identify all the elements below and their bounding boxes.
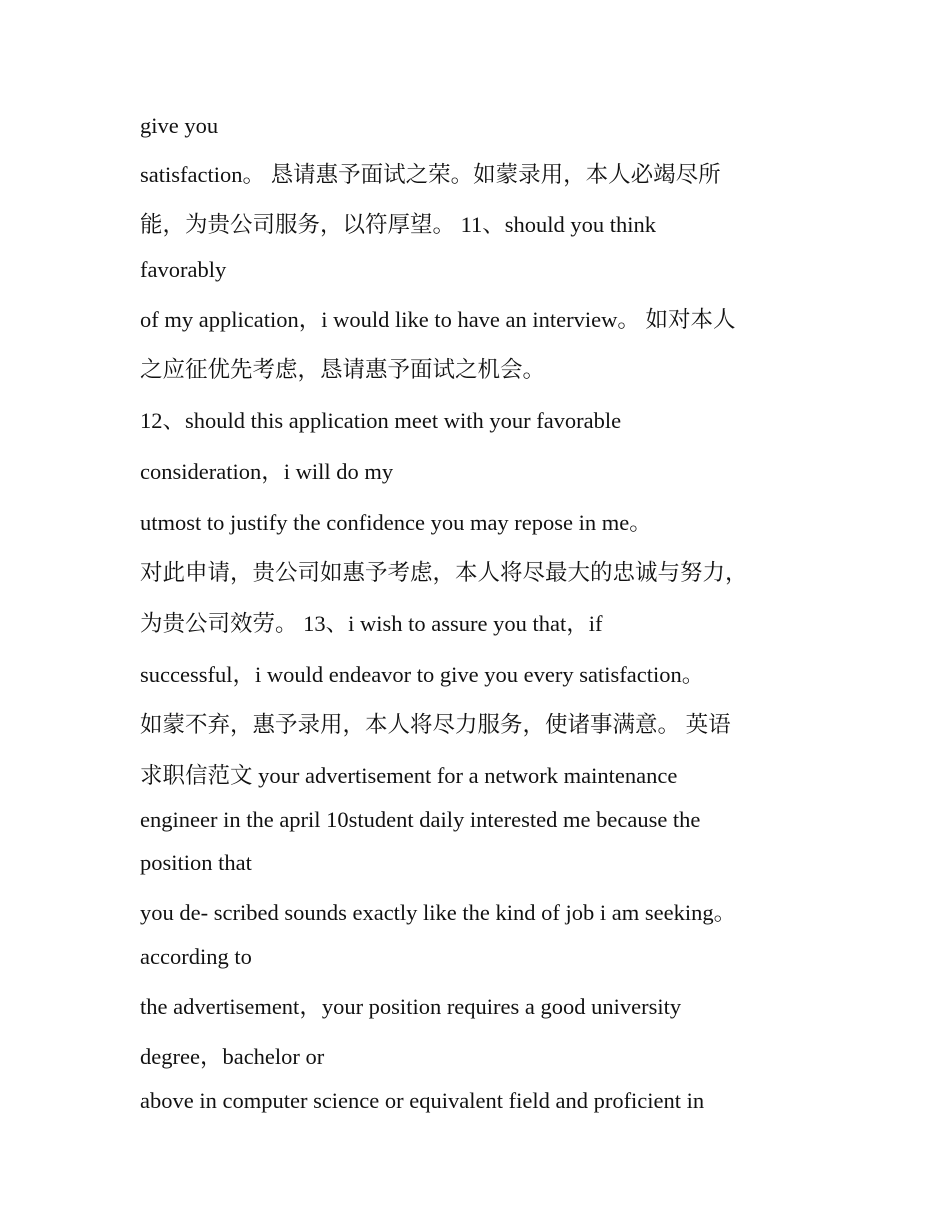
text-line: degree，bachelor or — [140, 1044, 325, 1069]
text-line: give you — [140, 113, 219, 138]
text-line: utmost to justify the confidence you may repose in me。 — [140, 510, 652, 535]
text-line: 之应征优先考虑，恳请惠予面试之机会。 — [140, 357, 546, 382]
text-line: 为贵公司效劳。 13、i wish to assure you that，if — [140, 611, 603, 636]
text-line: favorably — [140, 257, 227, 282]
text-line: according to — [140, 944, 252, 969]
text-line: successful，i would endeavor to give you every satisfaction。 — [140, 662, 705, 687]
text-line: engineer in the april 10student daily interested me because the — [140, 807, 701, 832]
text-line: above in computer science or equivalent field and proficient in — [140, 1088, 705, 1113]
text-line: the advertisement，your position requires a good university — [140, 994, 682, 1019]
text-line: position that — [140, 850, 252, 875]
text-line: of my application，i would like to have an interview。 如对本人 — [140, 307, 736, 332]
text-line: satisfaction。 恳请惠予面试之荣。如蒙录用，本人必竭尽所 — [140, 162, 721, 187]
text-line: 求职信范文 your advertisement for a network maintenance — [140, 763, 678, 788]
text-line: 能，为贵公司服务，以符厚望。 11、should you think — [140, 212, 657, 237]
text-line: you de- scribed sounds exactly like the kind of job i am seeking。 — [140, 900, 737, 925]
text-line: consideration，i will do my — [140, 459, 394, 484]
text-line: 12、should this application meet with your favorable — [140, 408, 622, 433]
text-line: 如蒙不弃，惠予录用，本人将尽力服务，使诸事满意。 英语 — [140, 712, 731, 737]
text-line: 对此申请，贵公司如惠予考虑，本人将尽最大的忠诚与努力， — [140, 560, 748, 585]
